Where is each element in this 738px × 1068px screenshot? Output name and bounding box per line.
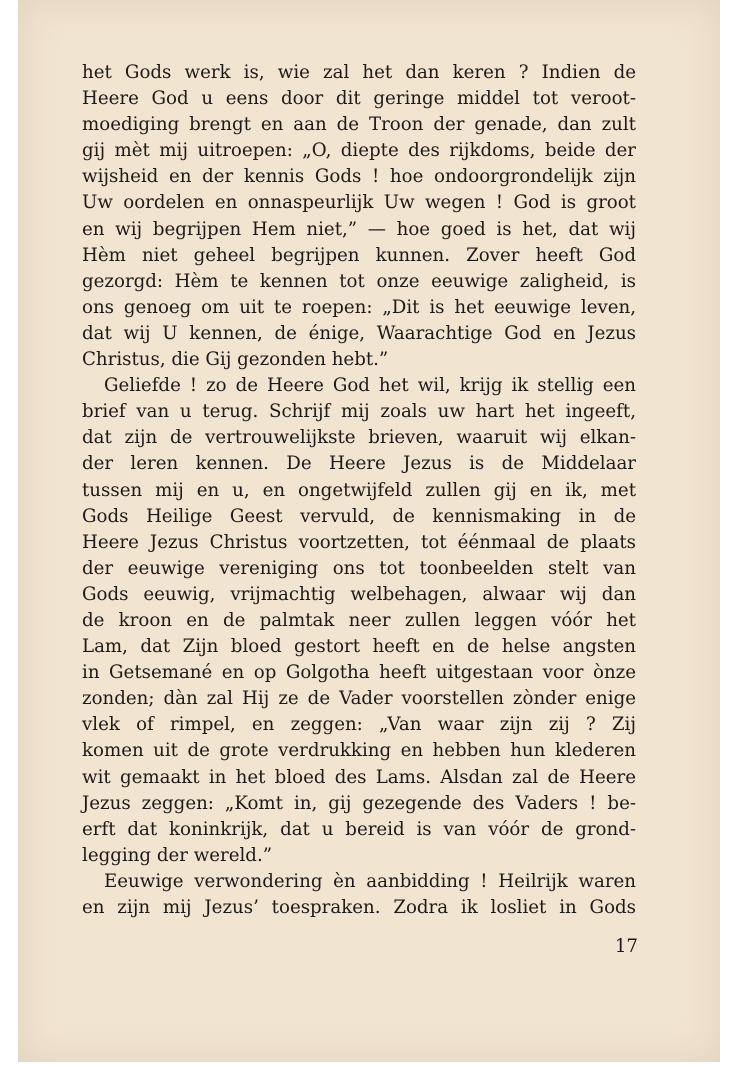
text-line: Eeuwige verwondering èn aanbidding ! Heilrijk waren xyxy=(104,870,636,892)
text-line: Geliefde ! zo de Heere God het wil, krijg ik stellig een xyxy=(104,375,636,397)
text-line: en wij begrijpen Hem niet,” — hoe goed is het, dat wij xyxy=(82,218,636,240)
text-line: het Gods werk is, wie zal het dan keren ? Indien de xyxy=(82,62,636,83)
text-line: Heere God u eens door dit geringe middel tot veroot- xyxy=(82,88,636,110)
body-text xyxy=(82,60,636,921)
text-line: wit gemaakt in het bloed des Lams. Alsdan zal de Heere xyxy=(82,766,636,788)
text-line: en zijn mij Jezus’ toespraken. Zodra ik losliet in Gods xyxy=(82,897,636,918)
text-line: ons genoeg om uit te roepen: „Dit is het eeuwige leven, xyxy=(82,296,636,318)
text-line: Gods eeuwig, vrijmachtig welbehagen, alwaar wij dan xyxy=(82,583,636,605)
text-line: erft dat koninkrijk, dat u bereid is van vóór de grond- xyxy=(82,818,636,840)
text-line: gij mèt mij uitroepen: „O, diepte des rijkdoms, beide der xyxy=(82,140,636,162)
text-line: der eeuwige vereniging ons tot toonbeelden stelt van xyxy=(82,557,636,579)
text-line: Hèm niet geheel begrijpen kunnen. Zover heeft God xyxy=(82,244,636,266)
page-number: 17 xyxy=(614,936,638,957)
text-line: dat wij U kennen, de énige, Waarachtige God en Jezus xyxy=(82,322,636,344)
text-line: der leren kennen. De Heere Jezus is de Middelaar xyxy=(82,453,636,475)
text-line: Lam, dat Zijn bloed gestort heeft en de helse angsten xyxy=(82,636,636,658)
text-line: wijsheid en der kennis Gods ! hoe ondoorgrondelijk zijn xyxy=(82,166,636,188)
text-line: Heere Jezus Christus voortzetten, tot éénmaal de plaats xyxy=(82,531,636,553)
text-line: komen uit de grote verdrukking en hebben hun klederen xyxy=(82,740,636,762)
text-line: brief van u terug. Schrijf mij zoals uw hart het ingeeft, xyxy=(82,401,636,423)
text-line: tussen mij en u, en ongetwijfeld zullen gij en ik, met xyxy=(82,479,636,501)
text-line: Jezus zeggen: „Komt in, gij gezegende des Vaders ! be- xyxy=(82,792,636,814)
text-line: in Getsemané en op Golgotha heeft uitgestaan voor ònze xyxy=(82,662,636,684)
book-page xyxy=(18,0,720,1062)
text-line: Uw oordelen en onnaspeurlijk Uw wegen ! God is groot xyxy=(82,192,636,214)
text-line: zonden; dàn zal Hij ze de Vader voorstellen zònder enige xyxy=(82,688,636,710)
text-line: vlek of rimpel, en zeggen: „Van waar zijn zij ? Zij xyxy=(82,714,636,736)
text-line: Christus, die Gij gezonden hebt.” xyxy=(82,349,389,371)
text-line: gezorgd: Hèm te kennen tot onze eeuwige zaligheid, is xyxy=(82,270,636,292)
text-line: legging der wereld.” xyxy=(82,844,273,866)
text-line: de kroon en de palmtak neer zullen leggen vóór het xyxy=(82,609,636,631)
text-line: dat zijn de vertrouwelijkste brieven, waaruit wij elkan- xyxy=(82,427,636,449)
text-line: moediging brengt en aan de Troon der genade, dan zult xyxy=(82,114,636,136)
text-line: Gods Heilige Geest vervuld, de kennismaking in de xyxy=(82,505,636,527)
